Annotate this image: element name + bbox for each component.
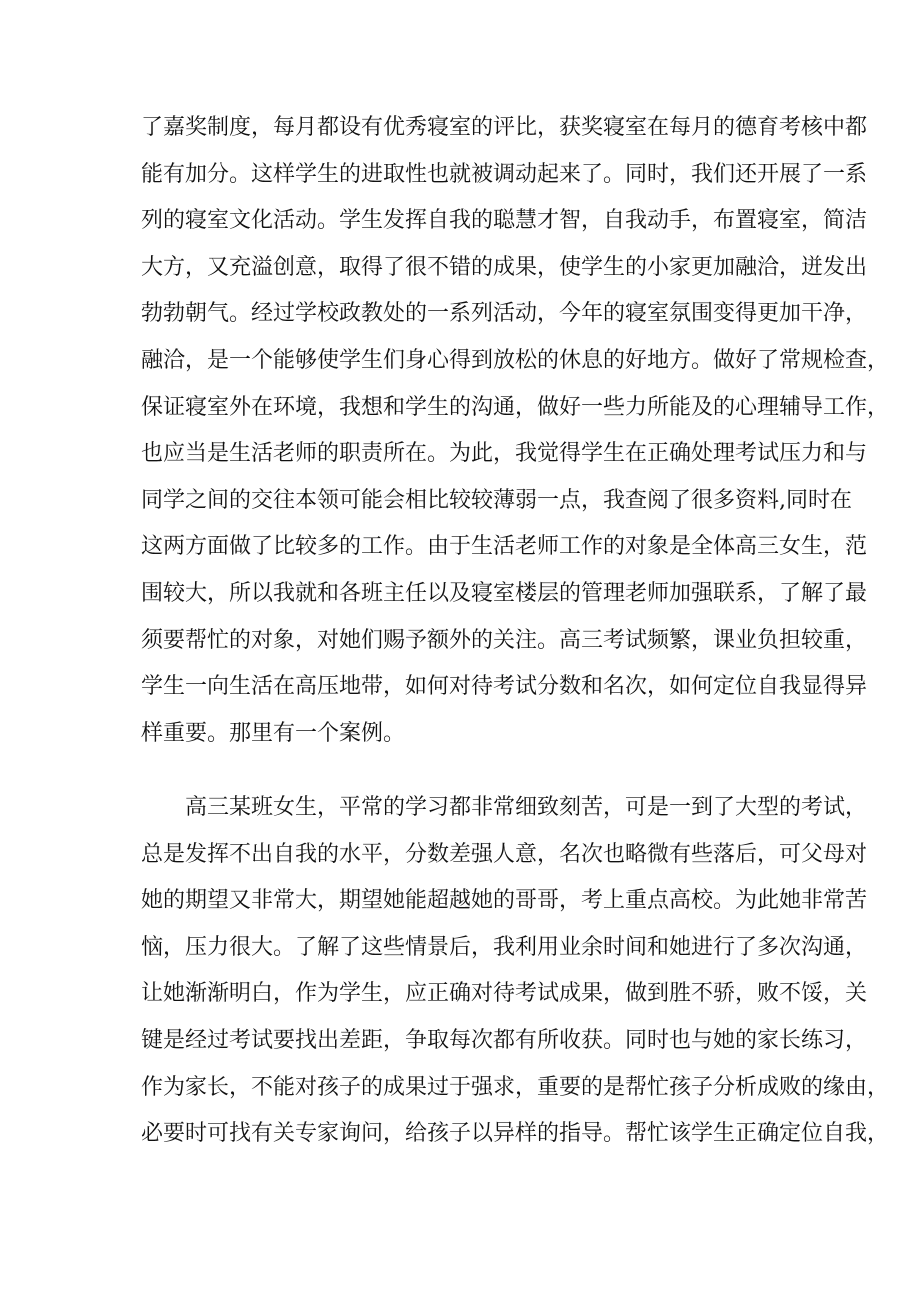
- paragraph-case-study: [141, 785, 890, 1158]
- text-line: 恼，压力很大。了解了这些情景后，我利用业余时间和她进行了多次沟通，: [141, 934, 868, 960]
- text-line: 列的寝室文化活动。学生发挥自我的聪慧才智，自我动手，布置寝室，简洁: [141, 208, 868, 234]
- text-line: 须要帮忙的对象，对她们赐予额外的关注。高三考试频繁，课业负担较重，: [141, 627, 868, 653]
- text-line: 大方，又充溢创意，取得了很不错的成果，使学生的小家更加融洽，迸发出: [141, 254, 868, 280]
- text-line: 样重要。那里有一个案例。: [141, 720, 406, 746]
- text-line: 能有加分。这样学生的进取性也就被调动起来了。同时，我们还开展了一系: [141, 161, 868, 187]
- text-line: 她的期望又非常大，期望她能超越她的哥哥，考上重点高校。为此她非常苦: [141, 888, 868, 914]
- paragraph-dormitory-management: [141, 105, 890, 757]
- text-line: 总是发挥不出自我的水平，分数差强人意，名次也略微有些落后，可父母对: [141, 841, 868, 867]
- text-line: 这两方面做了比较多的工作。由于生活老师工作的对象是全体高三女生，范: [141, 534, 868, 560]
- text-line: 同学之间的交往本领可能会相比较较薄弱一点，我查阅了很多资料,同时在: [141, 487, 852, 513]
- text-line: 高三某班女生，平常的学习都非常细致刻苦，可是一到了大型的考试，: [185, 795, 868, 820]
- text-line: 融洽，是一个能够使学生们身心得到放松的休息的好地方。做好了常规检查，: [141, 347, 890, 373]
- text-line: 键是经过考试要找出差距，争取每次都有所收获。同时也与她的家长练习，: [141, 1027, 868, 1053]
- text-line: 必要时可找有关专家询问，给孩子以异样的指导。帮忙该学生正确定位自我，: [141, 1121, 890, 1147]
- text-line: 了嘉奖制度，每月都设有优秀寝室的评比，获奖寝室在每月的德育考核中都: [141, 115, 868, 140]
- text-line: 学生一向生活在高压地带，如何对待考试分数和名次，如何定位自我显得异: [141, 674, 868, 700]
- text-line: 保证寝室外在环境，我想和学生的沟通，做好一些力所能及的心理辅导工作，: [141, 394, 890, 420]
- text-line: 作为家长，不能对孩子的成果过于强求，重要的是帮忙孩子分析成败的缘由，: [141, 1074, 890, 1100]
- text-line: 勃勃朝气。经过学校政教处的一系列活动，今年的寝室氛围变得更加干净，: [141, 301, 868, 327]
- text-line: 也应当是生活老师的职责所在。为此，我觉得学生在正确处理考试压力和与: [141, 441, 868, 467]
- text-line: 让她渐渐明白，作为学生，应正确对待考试成果，做到胜不骄，败不馁，关: [141, 981, 868, 1007]
- text-line: 围较大，所以我就和各班主任以及寝室楼层的管理老师加强联系，了解了最: [141, 580, 868, 606]
